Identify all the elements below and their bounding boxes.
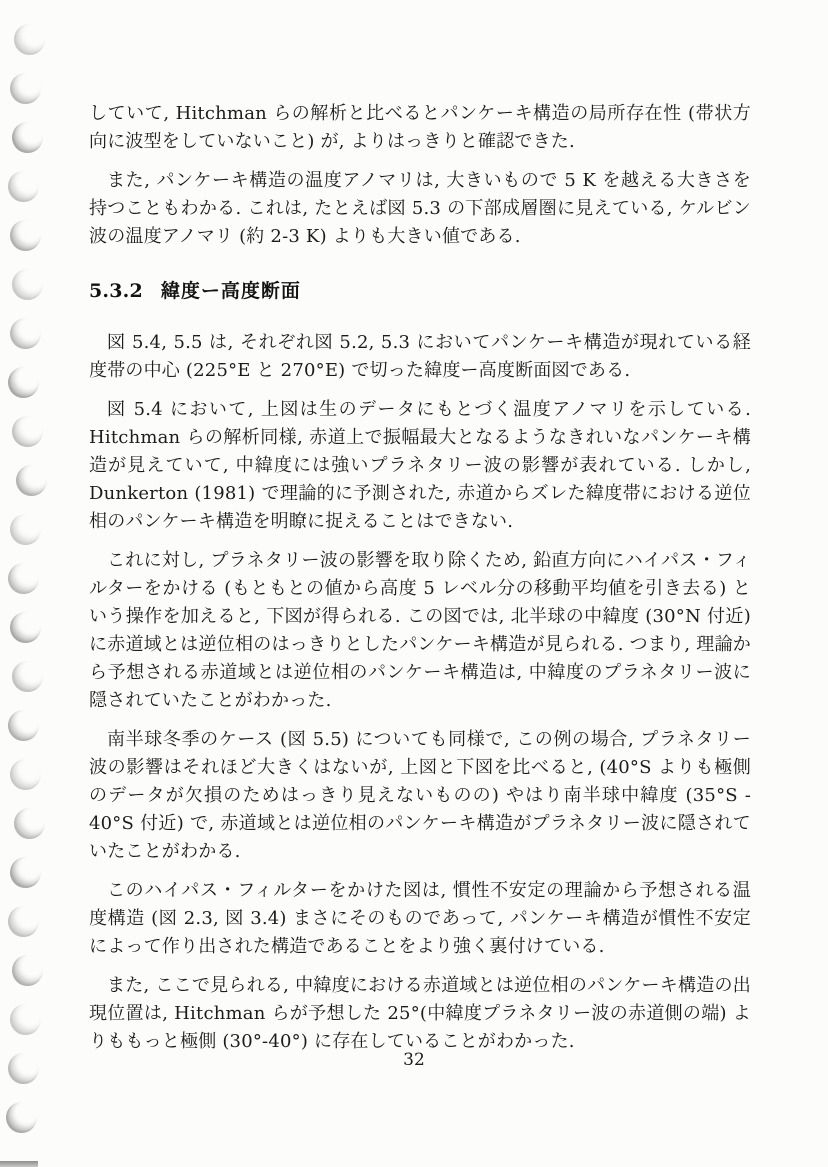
paragraph: これに対し, プラネタリー波の影響を取り除くため, 鉛直方向にハイパス・フィルターをかける (もともとの値から高度 5 レベル分の移動平均値を引き去る) という操作を加えると, 下図が得られる. この図では, 北半球の中緯度 (30°N 付近) に赤道域とは逆位相のはっきりとしたパンケーキ構造が見られる. つまり, 理論から予想される赤道域とは逆位相のパンケーキ構造は, 中緯度のプラネタリー波に隠されていたことがわかった. <box>89 550 751 711</box>
paragraph: していて, Hitchman らの解析と比べるとパンケーキ構造の局所存在性 (帯状方向に波型をしていないこと) が, よりはっきりと確認できた. <box>89 103 751 152</box>
binding-hole <box>8 367 39 398</box>
binding-hole <box>10 1004 41 1035</box>
binding-hole <box>10 514 41 545</box>
binding-hole <box>10 857 41 888</box>
binding-hole <box>8 563 39 594</box>
paragraph: 図 5.4, 5.5 は, それぞれ図 5.2, 5.3 においてパンケーキ構造が現れている経度帯の中心 (225°E と 270°E) で切った緯度ー高度断面図である. <box>89 332 751 381</box>
binding-hole <box>10 612 41 643</box>
scan-edge-artifact <box>0 1161 38 1167</box>
binding-hole <box>8 906 39 937</box>
binding-hole <box>16 465 47 496</box>
binding-hole <box>12 955 43 986</box>
binding-holes-column <box>0 0 60 1167</box>
paragraph: また, パンケーキ構造の温度アノマリは, 大きいもので 5 K を越える大きさを持つこともわかる. これは, たとえば図 5.3 の下部成層圏に見えている, ケルビン波の温度アノマリ (約 2-3 K) よりも大きい値である. <box>89 170 751 247</box>
paragraph: 南半球冬季のケース (図 5.5) についても同様で, この例の場合, プラネタリー波の影響はそれほど大きくはないが, 上図と下図を比べると, (40°S よりも極側のデータが欠損のためはっきり見えないものの) やはり南半球中緯度 (35°S - 40°S 付近) で, 赤道域とは逆位相のパンケーキ構造がプラネタリー波に隠されていたことがわかる. <box>89 729 751 862</box>
section-heading <box>89 277 751 305</box>
binding-hole <box>12 122 43 153</box>
binding-hole <box>14 24 45 55</box>
binding-hole <box>14 808 45 839</box>
binding-hole <box>12 661 43 692</box>
paragraph: また, ここで見られる, 中緯度における赤道域とは逆位相のパンケーキ構造の出現位置は, Hitchman らが予想した 25°(中緯度プラネタリー波の赤道側の端) よりももっと極側 (30°-40°) に存在していることがわかった. <box>89 975 751 1052</box>
binding-hole <box>12 416 43 447</box>
binding-hole <box>6 1102 37 1133</box>
binding-hole <box>12 269 43 300</box>
text-column <box>89 100 751 1067</box>
paragraph: このハイパス・フィルターをかけた図は, 慣性不安定の理論から予想される温度構造 (図 2.3, 図 3.4) まさにそのものであって, パンケーキ構造が慣性不安定によって作り出された構造であることをより強く裏付けている. <box>89 880 751 957</box>
binding-hole <box>8 710 39 741</box>
binding-hole <box>8 171 39 202</box>
section-title: 緯度ー高度断面 <box>160 280 301 302</box>
section-number: 5.3.2 <box>89 280 143 302</box>
binding-hole <box>10 759 41 790</box>
paragraph: 図 5.4 において, 上図は生のデータにもとづく温度アノマリを示している. Hitchman らの解析同様, 赤道上で振幅最大となるようなきれいなパンケーキ構造が見えていて, 中緯度には強いプラネタリー波の影響が表れている. しかし, Dunkerton (1981) で理論的に予測された, 赤道からズレた緯度帯における逆位相のパンケーキ構造を明瞭に捉えることはできない. <box>89 399 751 532</box>
binding-hole <box>10 318 41 349</box>
page-number: 32 <box>403 1050 425 1070</box>
binding-hole <box>10 73 41 104</box>
binding-hole <box>10 220 41 251</box>
